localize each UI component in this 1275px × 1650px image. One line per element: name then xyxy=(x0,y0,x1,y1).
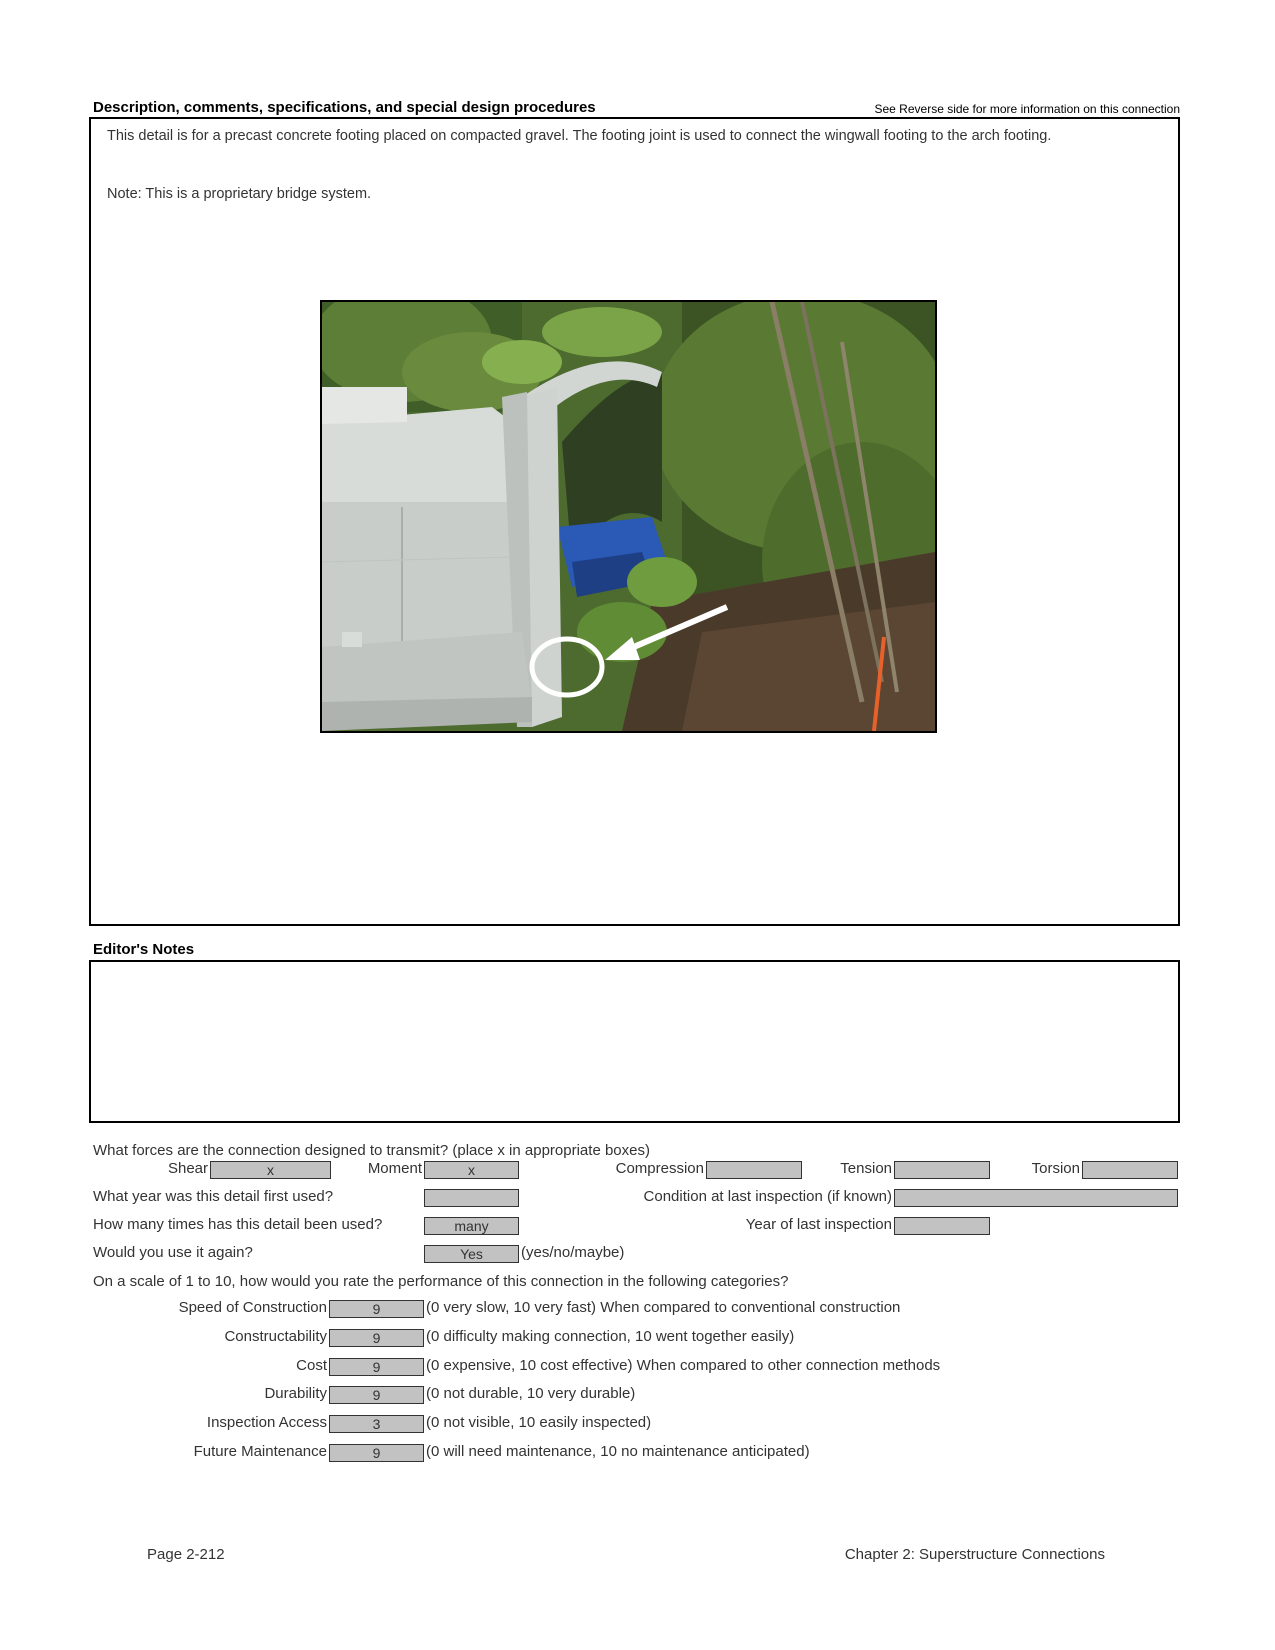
rating-field-speed[interactable]: 9 xyxy=(329,1300,424,1318)
year-inspection-label: Year of last inspection xyxy=(745,1216,892,1233)
chapter-title: Chapter 2: Superstructure Connections xyxy=(844,1546,1105,1563)
rating-label-cost: Cost xyxy=(296,1357,327,1374)
times-used-label: How many times has this detail been used? xyxy=(93,1216,383,1233)
rating-hint-inspection-access: (0 not visible, 10 easily inspected) xyxy=(426,1414,652,1431)
rating-hint-durability: (0 not durable, 10 very durable) xyxy=(426,1385,636,1402)
condition-field[interactable] xyxy=(894,1189,1178,1207)
rating-field-inspection-access[interactable]: 3 xyxy=(329,1415,424,1433)
rating-label-durability: Durability xyxy=(264,1385,327,1402)
description-title: Description, comments, specifications, and special design procedures xyxy=(93,99,596,116)
rating-hint-future-maintenance: (0 will need maintenance, 10 no maintenance anticipated) xyxy=(426,1443,810,1460)
compression-label: Compression xyxy=(615,1160,704,1177)
editors-notes-box xyxy=(89,960,1180,1123)
description-paragraph-2: Note: This is a proprietary bridge system. xyxy=(107,186,372,202)
bridge-photo xyxy=(320,300,937,733)
times-used-field[interactable]: many xyxy=(424,1217,519,1235)
moment-field[interactable]: x xyxy=(424,1161,519,1179)
rating-field-cost[interactable]: 9 xyxy=(329,1358,424,1376)
forces-question: What forces are the connection designed to transmit? (place x in appropriate boxes) xyxy=(93,1142,650,1159)
shear-field[interactable]: x xyxy=(210,1161,331,1179)
rating-hint-cost: (0 expensive, 10 cost effective) When compared to other connection methods xyxy=(426,1357,941,1374)
tension-field[interactable] xyxy=(894,1161,990,1179)
compression-field[interactable] xyxy=(706,1161,802,1179)
rating-hint-constructability: (0 difficulty making connection, 10 went together easily) xyxy=(426,1328,795,1345)
use-again-label: Would you use it again? xyxy=(93,1244,253,1261)
use-again-field[interactable]: Yes xyxy=(424,1245,519,1263)
torsion-label: Torsion xyxy=(1031,1160,1080,1177)
torsion-field[interactable] xyxy=(1082,1161,1178,1179)
description-box xyxy=(89,117,1180,926)
first-used-field[interactable] xyxy=(424,1189,519,1207)
year-inspection-field[interactable] xyxy=(894,1217,990,1235)
description-paragraph-1: This detail is for a precast concrete footing placed on compacted gravel. The footing joint is used to connect the wingwall footing to the arch footing. xyxy=(107,128,1052,144)
rating-field-constructability[interactable]: 9 xyxy=(329,1329,424,1347)
ratings-question: On a scale of 1 to 10, how would you rate the performance of this connection in the following categories? xyxy=(93,1273,789,1290)
rating-label-speed: Speed of Construction xyxy=(178,1299,327,1316)
shear-label: Shear xyxy=(167,1160,208,1177)
tension-label: Tension xyxy=(840,1160,892,1177)
rating-label-inspection-access: Inspection Access xyxy=(206,1414,327,1431)
rating-field-durability[interactable]: 9 xyxy=(329,1386,424,1404)
rating-label-constructability: Constructability xyxy=(224,1328,327,1345)
editors-notes-title: Editor's Notes xyxy=(93,941,195,958)
first-used-label: What year was this detail first used? xyxy=(93,1188,334,1205)
rating-field-future-maintenance[interactable]: 9 xyxy=(329,1444,424,1462)
page-number: Page 2-212 xyxy=(147,1546,225,1563)
rating-label-future-maintenance: Future Maintenance xyxy=(193,1443,327,1460)
see-reverse-note: See Reverse side for more information on this connection xyxy=(874,102,1180,116)
rating-hint-speed: (0 very slow, 10 very fast) When compared to conventional construction xyxy=(426,1299,901,1316)
condition-label: Condition at last inspection (if known) xyxy=(643,1188,892,1205)
moment-label: Moment xyxy=(367,1160,422,1177)
use-again-hint: (yes/no/maybe) xyxy=(521,1244,625,1261)
